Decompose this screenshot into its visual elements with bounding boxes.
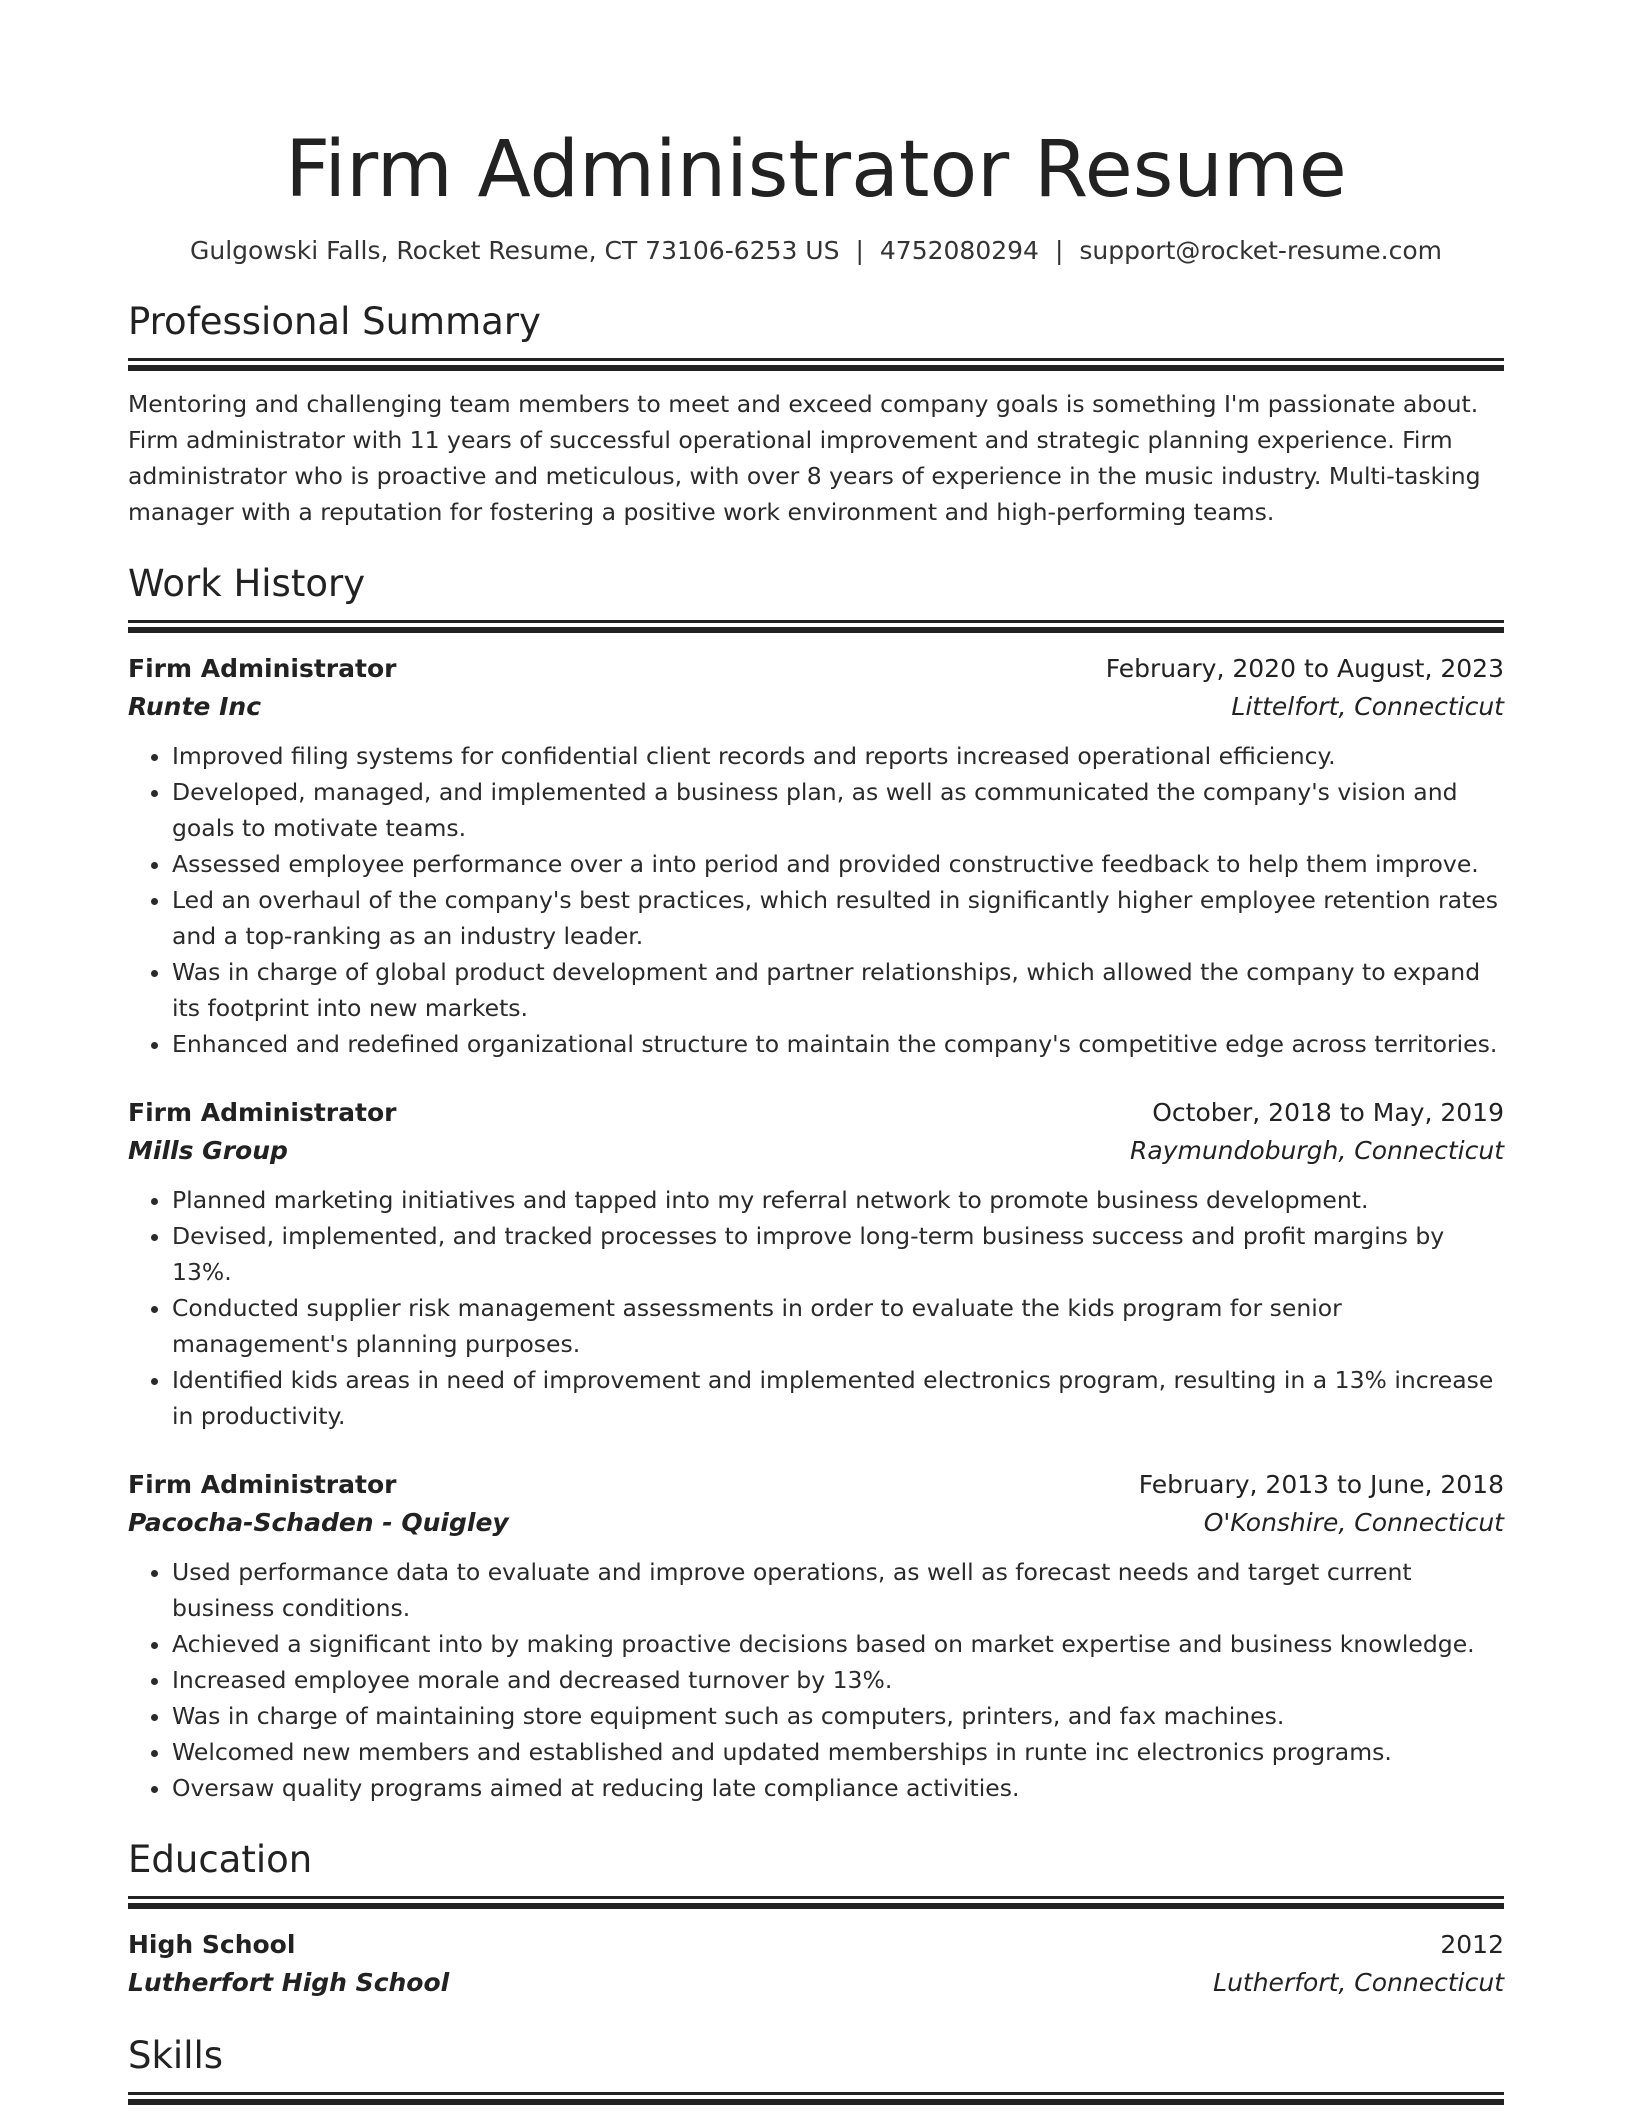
education-location: Lutherfort, Connecticut	[1213, 1968, 1504, 1997]
job-location: Raymundoburgh, Connecticut	[1130, 1136, 1504, 1165]
job-location: Littelfort, Connecticut	[1231, 692, 1504, 721]
job-bullet: • Devised, implemented, and tracked processes to improve long-term business success and profit margins by 13%.	[172, 1218, 1504, 1290]
job-dates: February, 2020 to August, 2023	[1105, 654, 1504, 683]
job-bullet: • Enhanced and redefined organizational structure to maintain the company's competitive edge across territories.	[172, 1026, 1504, 1062]
summary-text: Mentoring and challenging team members to meet and exceed company goals is something I'm passionate about. Firm administrator with 11 years of successful operational improvement and strategic planning experience. Firm administrator who is proactive and meticulous, with over 8 years of experience in the music industry. Multi-tasking manager with a reputation for fostering a positive work environment and high-performing teams.	[128, 390, 1481, 526]
contact-phone: 4752080294	[879, 236, 1039, 265]
job-bullet: • Conducted supplier risk management assessments in order to evaluate the kids program for senior management's planning purposes.	[172, 1290, 1504, 1362]
job-location: O'Konshire, Connecticut	[1203, 1508, 1504, 1537]
section-heading-work: Work History	[128, 562, 366, 605]
section-divider	[128, 620, 1504, 623]
job-bullets	[128, 738, 1504, 1062]
summary-section	[128, 298, 1504, 530]
section-divider	[128, 2092, 1504, 2095]
work-history-section	[128, 560, 1504, 1806]
section-divider	[128, 358, 1504, 361]
job-company: Pacocha-Schaden - Quigley	[128, 1508, 509, 1537]
job-bullet: • Achieved a significant into by making proactive decisions based on market expertise and business knowledge.	[172, 1626, 1504, 1662]
job-entry	[128, 650, 1504, 1062]
education-year: 2012	[1440, 1930, 1504, 1959]
resume-page	[128, 118, 1504, 2095]
contact-address: Gulgowski Falls, Rocket Resume, CT 73106-6253 US	[189, 236, 840, 265]
education-entry	[128, 1926, 1504, 2002]
job-bullet: • Increased employee morale and decreased turnover by 13%.	[172, 1662, 1504, 1698]
job-company: Runte Inc	[128, 692, 262, 721]
job-bullet: • Improved filing systems for confidential client records and reports increased operational efficiency.	[172, 738, 1504, 774]
skills-section	[128, 2032, 1504, 2095]
job-role: Firm Administrator	[128, 1470, 397, 1499]
job-company: Mills Group	[128, 1136, 288, 1165]
contact-email: support@rocket-resume.com	[1079, 236, 1443, 265]
contact-separator: |	[855, 236, 864, 265]
section-heading-education: Education	[128, 1838, 313, 1881]
job-entry	[128, 1094, 1504, 1434]
education-degree: High School	[128, 1930, 296, 1959]
section-heading-summary: Professional Summary	[128, 300, 541, 343]
resume-title: Firm Administrator Resume	[285, 125, 1347, 215]
job-bullet: • Identified kids areas in need of improvement and implemented electronics program, resulting in a 13% increase in productivity.	[172, 1362, 1504, 1434]
job-bullet: • Planned marketing initiatives and tapped into my referral network to promote business development.	[172, 1182, 1504, 1218]
job-role: Firm Administrator	[128, 1098, 397, 1127]
job-bullets	[128, 1554, 1504, 1806]
section-heading-skills: Skills	[128, 2034, 224, 2077]
job-bullet: • Assessed employee performance over a into period and provided constructive feedback to help them improve.	[172, 846, 1504, 882]
contact-line	[128, 234, 1504, 268]
job-dates: February, 2013 to June, 2018	[1138, 1470, 1504, 1499]
job-bullet: • Used performance data to evaluate and improve operations, as well as forecast needs and target current business conditions.	[172, 1554, 1504, 1626]
job-bullet: • Was in charge of global product development and partner relationships, which allowed the company to expand its footprint into new markets.	[172, 954, 1504, 1026]
job-role: Firm Administrator	[128, 654, 397, 683]
job-entry	[128, 1466, 1504, 1806]
job-bullet: • Oversaw quality programs aimed at reducing late compliance activities.	[172, 1770, 1504, 1806]
job-bullet: • Led an overhaul of the company's best practices, which resulted in significantly higher employee retention rates and a top-ranking as an industry leader.	[172, 882, 1504, 954]
job-dates: October, 2018 to May, 2019	[1152, 1098, 1504, 1127]
education-school: Lutherfort High School	[128, 1968, 450, 1997]
job-bullet: • Developed, managed, and implemented a business plan, as well as communicated the company's vision and goals to motivate teams.	[172, 774, 1504, 846]
job-bullet: • Was in charge of maintaining store equipment such as computers, printers, and fax machines.	[172, 1698, 1504, 1734]
job-bullets	[128, 1182, 1504, 1434]
section-divider	[128, 1896, 1504, 1899]
job-bullet: • Welcomed new members and established and updated memberships in runte inc electronics programs.	[172, 1734, 1504, 1770]
education-section	[128, 1836, 1504, 2002]
contact-separator: |	[1054, 236, 1064, 265]
